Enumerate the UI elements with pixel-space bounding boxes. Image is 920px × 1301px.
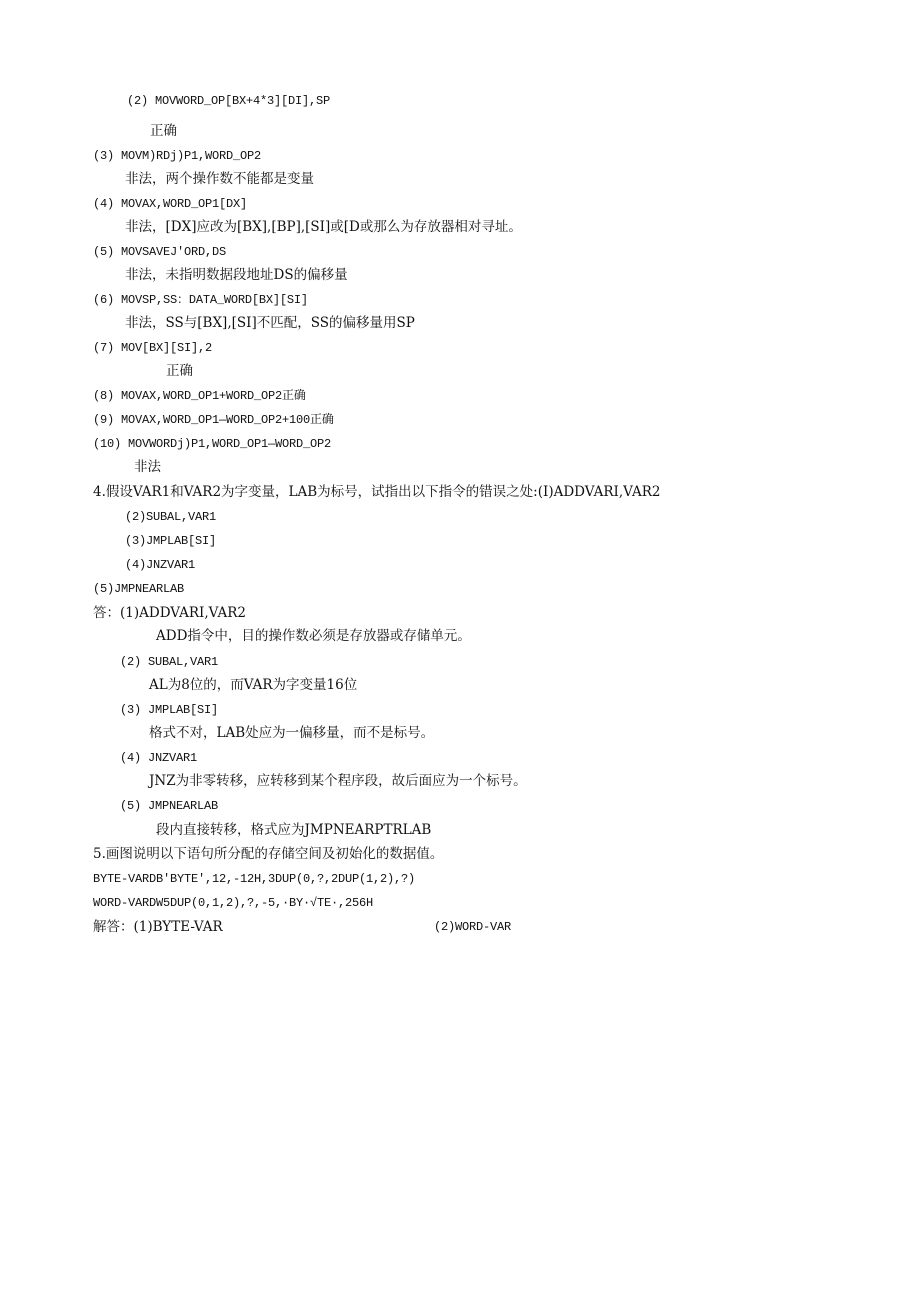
instruction-line: (5) MOVSAVEJ'ORD,DS (93, 245, 227, 259)
instruction-line: (5) JMPNEARLAB (120, 799, 219, 813)
answer-line: 非法，SS与[BX],[SI]不匹配，SS的偏移量用SP (125, 315, 415, 331)
code-line: WORD-VARDW5DUP(0,1,2),?,-5,·BY·√TE·,256H (93, 896, 374, 910)
instruction-line: (4) MOVAX,WORD_OP1[DX] (93, 197, 248, 211)
answer-heading: 解答：(1)BYTE-VAR (93, 919, 223, 935)
instruction-line: (4) JNZVAR1 (120, 751, 198, 765)
code-line: BYTE-VARDB'BYTE',12,-12H,3DUP(0,?,2DUP(1,2),?) (93, 872, 416, 886)
answer-line: AL为8位的，而VAR为字变量16位 (149, 677, 358, 693)
answer-line: 非法，两个操作数不能都是变量 (125, 171, 314, 187)
answer-line: 段内直接转移，格式应为JMPNEARPTRLAB (156, 822, 432, 838)
option-line: (5)JMPNEARLAB (93, 582, 185, 596)
answer-line: JNZ为非零转移，应转移到某个程序段，故后面应为一个标号。 (149, 773, 527, 789)
instruction-line: (8) MOVAX,WORD_OP1+WORD_OP2正确 (93, 389, 306, 403)
instruction-line: (3) MOVM)RDj)P1,WORD_OP2 (93, 149, 262, 163)
instruction-line: (2) MOVWORD_OP[BX+4*3][DI],SP (127, 94, 331, 108)
instruction-line: (3) JMPLAB[SI] (120, 703, 219, 717)
answer-line: ADD指令中，目的操作数必须是存放器或存储单元。 (156, 628, 471, 644)
instruction-line: (6) MOVSP,SS：DATA_WORD[BX][SI] (93, 293, 308, 307)
instruction-line: (7) MOV[BX][SI],2 (93, 341, 213, 355)
answer-heading: 答：(1)ADDVARI,VAR2 (93, 605, 246, 621)
answer-line: 非法，[DX]应改为[BX],[BP],[SI]或[D或那么为存放器相对寻址。 (125, 219, 522, 235)
answer-subheading: (2)WORD-VAR (434, 920, 512, 934)
answer-line: 非法 (134, 459, 161, 475)
answer-line: 非法，未指明数据段地址DS的偏移量 (125, 267, 348, 283)
option-line: (3)JMPLAB[SI] (125, 534, 217, 548)
instruction-line: (2) SUBAL,VAR1 (120, 655, 219, 669)
option-line: (4)JNZVAR1 (125, 558, 196, 572)
answer-line: 格式不对，LAB处应为一偏移量，而不是标号。 (149, 725, 435, 741)
instruction-line: (9) MOVAX,WORD_OP1—WORD_OP2+100正确 (93, 413, 334, 427)
question-line: 5.画图说明以下语句所分配的存储空间及初始化的数据值。 (93, 846, 444, 862)
question-line: 4.假设VAR1和VAR2为字变量，LAB为标号，试指出以下指令的错误之处:(I)ADDVARI,VAR2 (93, 484, 661, 500)
instruction-line: (10) MOVWORDj)P1,WORD_OP1—WORD_OP2 (93, 437, 332, 451)
answer-line: 正确 (150, 123, 177, 139)
answer-line: 正确 (166, 363, 193, 379)
option-line: (2)SUBAL,VAR1 (125, 510, 217, 524)
